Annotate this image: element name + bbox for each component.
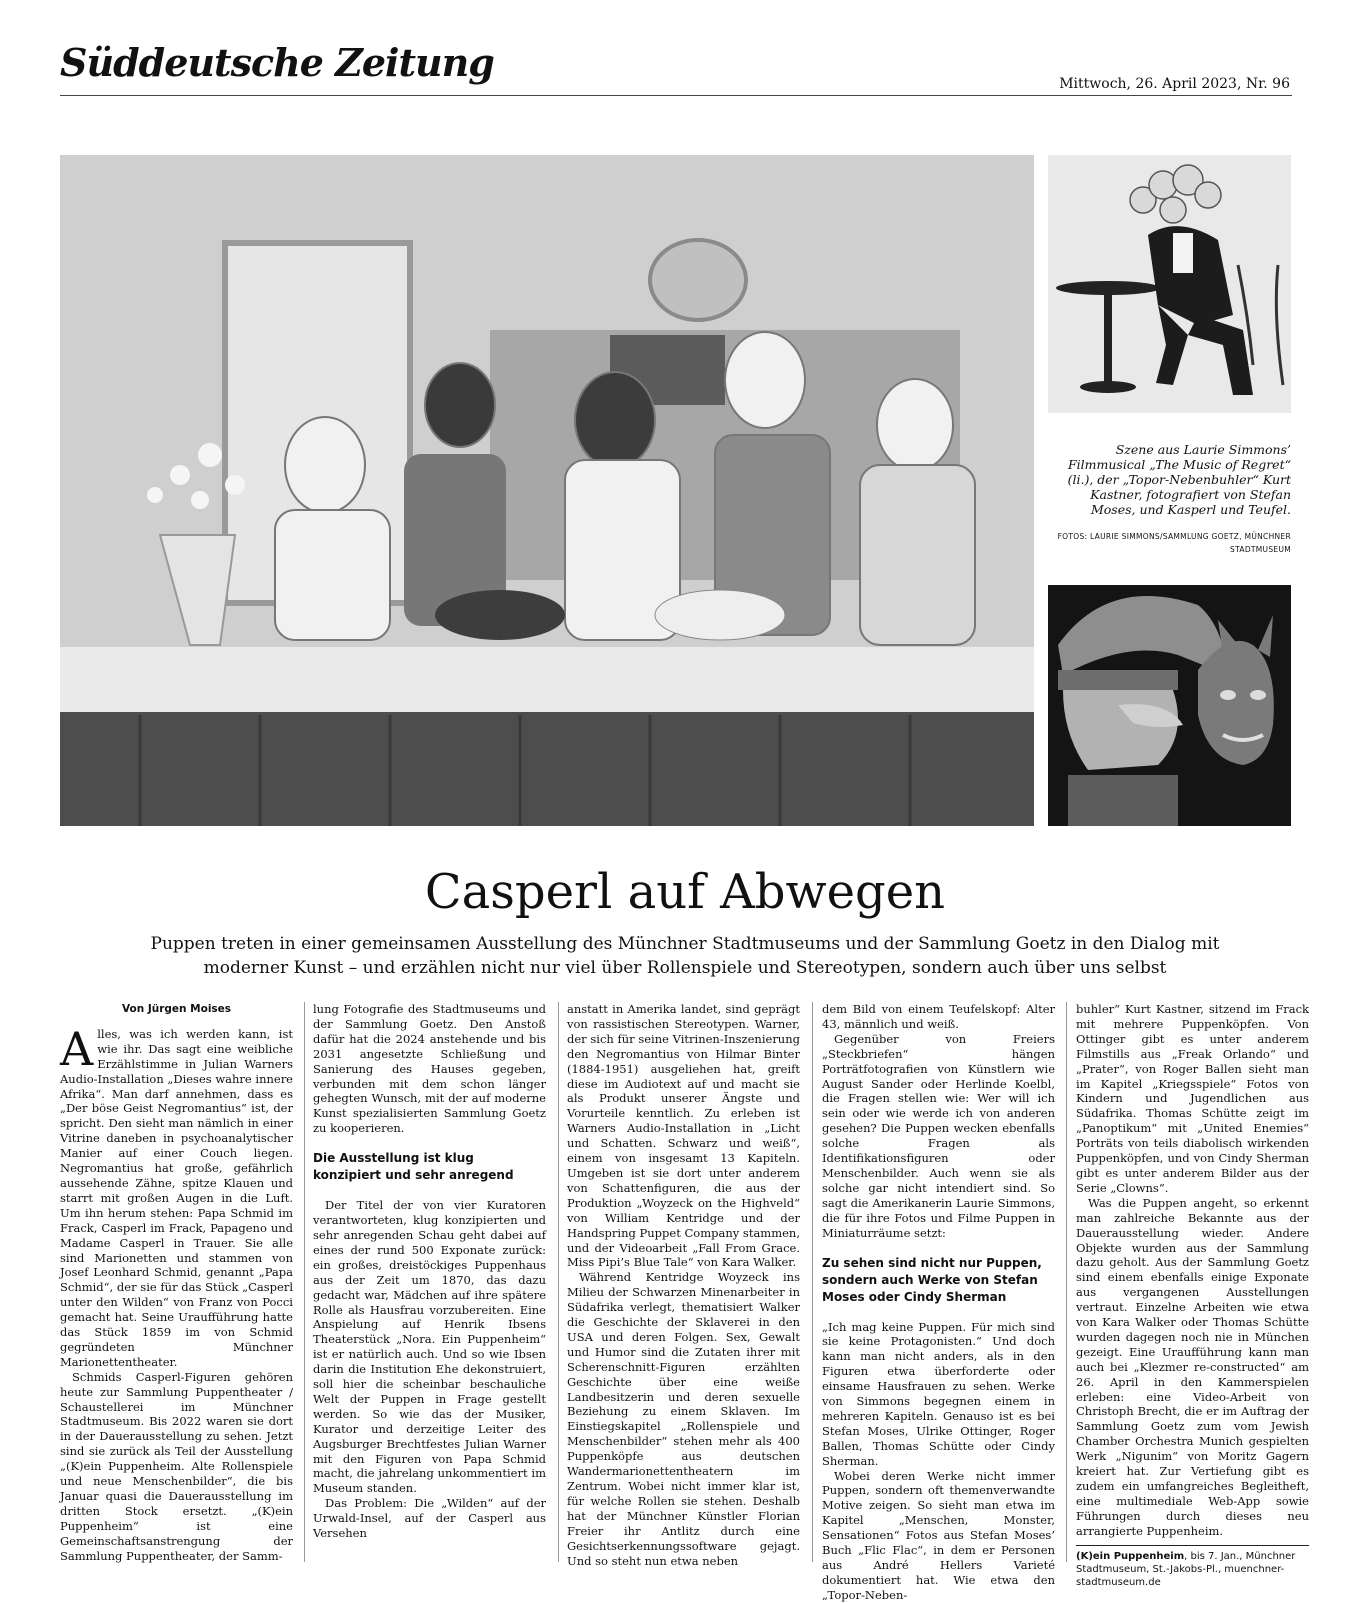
exhibition-info-box [1076, 1545, 1309, 1589]
header-rule [60, 95, 1292, 96]
article-column-3 [567, 1002, 800, 1568]
article-paragraph: Was die Puppen angeht, so erkennt man zahlreiche Bekannte aus der Dauerausstellung wieder. Andere Objekte wurden aus der Sammlung dazu geholt. Aus der Sammlung Goetz sind einem ebenfalls einige Exponate aus vergangenen Ausstellungen vertraut. Einzelne Arbeiten wie etwa von Kara Walker oder Thomas Schütte wurden dagegen noch nie in München gezeigt. Eine Uraufführung kann man auch bei „Klezmer re-constructed“ am 26. April in den Kammerspielen erleben: eine Video-Arbeit von Christoph Brecht, die er im Auftrag der Sammlung Goetz zum vom Jewish Chamber Orchestra Munich gespielten Werk „Nigunim“ von Moritz Gagern kreiert hat. Zur Vertiefung gibt es zudem ein umfangreiches Begleitheft, eine multimediale Web-App sowie Führungen durch dieses neu arrangierte Puppenheim. [1076, 1195, 1309, 1538]
article-column-5 [1076, 1002, 1309, 1589]
article-paragraph: Gegenüber von Freiers „Steckbriefen“ hängen Porträtfotografien von Künstlern wie August Sander oder Herlinde Koelbl, die Fragen stellen wie: Wer will ich sein oder wie werde ich von anderen gesehen? Die Puppen wecken ebenfalls solche Fragen als Identifikationsfiguren oder Menschenbilder. Auch wenn sie als solche gar nicht intendiert sind. So sagt die Amerikanerin Laurie Simmons, die für ihre Fotos und Filme Puppen in Miniaturräume setzt: [822, 1031, 1055, 1240]
column-separator [304, 1002, 305, 1562]
photo-kurt-kastner-illustration [1048, 155, 1291, 413]
photo-kurt-kastner [1048, 155, 1291, 413]
article-column-4 [822, 1002, 1055, 1603]
article-paragraph: anstatt in Amerika landet, sind geprägt von rassistischen Stereotypen. Warner, der sich für seine Vitrinen-Inszenierung den Negromantius von Hilmar Binter (1884-1951) ausgeliehen hat, greift diese im Audiotext auf und macht sie als Produkt unserer Ängste und Vorurteile kenntlich. Zu erleben ist Warners Audio-Installation in „Licht und Schatten. Schwarz und weiß“, einem von insgesamt 13 Kapiteln. Umgeben ist sie dort unter anderem von Schattenfiguren, die aus der Produktion „Woyzeck on the Highveld“ von William Kentridge und der Handspring Puppet Company stammen, und der Videoarbeit „Fall From Grace. Miss Pipi’s Blue Tale“ von Kara Walker. [567, 1002, 800, 1270]
drop-cap: A [60, 1021, 94, 1076]
article-paragraph: Der Titel der von vier Kuratoren verantworteten, klug konzipierten und sehr anregenden Schau geht dabei auf eines der rund 500 Exponate zurück: ein großes, dreistöckiges Puppenhaus aus der Zeit um 1870, das dazu gedacht war, Mädchen auf ihre spätere Rolle als Hausfrau vorzubereiten. Eine Anspielung auf Henrik Ibsens Theaterstück „Nora. Ein Puppenheim“ ist er natürlich auch. Und so wie Ibsen darin die Institution Ehe dekonstruiert, soll hier die scheinbar beschauliche Welt der Puppen in Frage gestellt werden. So wie das der Musiker, Kurator und derzeitige Leiter des Augsburger Brechtfestes Julian Warner mit den Figuren von Papa Schmid macht, die jahrelang unkommentiert im Museum standen. [313, 1198, 546, 1496]
article-paragraph: lung Fotografie des Stadtmuseums und der Sammlung Goetz. Den Anstoß dafür hat die 2024 anstehende und bis 2031 angesetzte Schließung und Sanierung des Hauses gegeben, verbunden mit dem schon länger gehegten Wunsch, mit der auf moderne Kunst spezialisierten Sammlung Goetz zu kooperieren. [313, 1002, 546, 1136]
headline: Casperl auf Abwegen [424, 864, 946, 920]
byline: Von Jürgen Moises [121, 1003, 232, 1015]
photo-kasperl-and-devil [1048, 585, 1291, 826]
column-separator [558, 1002, 559, 1562]
article-column-2 [313, 1002, 546, 1541]
article-paragraph: „Ich mag keine Puppen. Für mich sind sie keine Protagonisten.“ Und doch kann man nicht anders, als in den Figuren etwa überforderte oder einsame Hausfrauen zu sehen. Werke von Simmons begegnen einem in mehreren Kapiteln. Genauso ist es bei Stefan Moses, Ulrike Ottinger, Roger Ballen, Thomas Schütte oder Cindy Sherman. [822, 1319, 1055, 1468]
teaser: Puppen treten in einer gemeinsamen Ausstellung des Münchner Stadtmuseums und der Sammlung Goetz in den Dialog mit moderner Kunst – und erzählen nicht nur viel über Rollenspiele und Stereotypen, sondern auch über uns selbst [150, 934, 1220, 978]
dateline: Mittwoch, 26. April 2023, Nr. 96 [1059, 76, 1290, 92]
main-photo-figurines [60, 155, 1034, 826]
article-paragraph: Während Kentridge Woyzeck ins Milieu der Schwarzen Minenarbeiter in Südafrika verlegt, thematisiert Walker die Geschichte der Sklaverei in den USA und deren Folgen. Sex, Gewalt und Humor sind die Zutaten ihrer mit Scherenschnitt-Figuren erzählten Geschichte über eine weiße Landbesitzerin und deren sexuelle Beziehung zu einem Sklaven. Im Einstiegskapitel „Rollenspiele und Menschenbilder“ stehen mehr als 400 Puppenköpfe aus deutschen Wandermarionettentheatern im Zentrum. Wobei nicht immer klar ist, für welche Rollen sie stehen. Deshalb hat der Münchner Künstler Florian Freier ihr Antlitz durch eine Gesichtserkennungssoftware gejagt. Und so steht nun etwa neben [567, 1270, 800, 1568]
article-paragraph: Wobei deren Werke nicht immer Puppen, sondern oft themenverwandte Motive zeigen. So sieht man etwa im Kapitel „Menschen, Monster, Sensationen“ Fotos aus Stefan Moses’ Buch „Flic Flac“, in dem er Personen aus André Hellers Varieté dokumentiert hat. Wie etwa den „Topor-Neben- [822, 1468, 1055, 1602]
subheading: Zu sehen sind nicht nur Puppen, sondern auch Werke von Stefan Moses oder Cindy Sherman [822, 1255, 1042, 1304]
photo-kasperl-and-devil-illustration [1048, 585, 1291, 826]
article-paragraph: Schmids Casperl-Figuren gehören heute zur Sammlung Puppentheater / Schaustellerei im Münchner Stadtmuseum. Bis 2022 waren sie dort in der Dauerausstellung zu sehen. Jetzt sind sie zurück als Teil der Ausstellung „(K)ein Puppenheim. Alte Rollenspiele und neue Menschenbilder“, die bis Januar quasi die Dauerausstellung im dritten Stock ersetzt. „(K)ein Puppenheim“ ist eine Gemeinschaftsanstrengung der Sammlung Puppentheater, der Samm- [60, 1369, 293, 1563]
column-separator [812, 1002, 813, 1562]
column-separator [1066, 1002, 1067, 1562]
subheading: Die Ausstellung ist klug konzipiert und sehr anregend [313, 1151, 514, 1183]
article-paragraph: buhler“ Kurt Kastner, sitzend im Frack mit mehrere Puppenköpfen. Von Ottinger gibt es unter anderem Filmstills aus „Freak Orlando“ und „Prater“, von Roger Ballen sieht man im Kapitel „Kriegsspiele“ Fotos von Kindern und Jugendlichen aus Südafrika. Thomas Schütte zeigt im „Panoptikum“ mit „United Enemies“ Porträts von teils diabolisch wirkenden Puppenköpfen, und von Cindy Sherman gibt es unter anderem Bilder aus der Serie „Clowns“. [1076, 1002, 1309, 1195]
article-paragraph: Alles, was ich werden kann, ist wie ihr. Das sagt eine weibliche Erzählstimme in Julian Warners Audio-Installation „Dieses wahre innere Afrika“. Man darf annehmen, dass es „Der böse Geist Negromantius“ ist, der spricht. Den sieht man nämlich in einer Vitrine daneben in psychoanalytischer Manier auf einer Couch liegen. Negromantius hat große, gefährlich aussehende Zähne, spitze Klauen und starrt mit großen Augen in die Luft. Um ihn herum stehen: Papa Schmid im Frack, Casperl im Frack, Papageno und Madame Casperl in Trauer. Sie alle sind Marionetten und stammen von Josef Leonhard Schmid, genannt „Papa Schmid“, der sie für das Stück „Casperl unter den Wilden“ von Franz von Pocci gemacht hat. Seine Uraufführung hatte das Stück 1859 im von Schmid gegründeten Münchner Marionettentheater. [60, 1021, 293, 1369]
main-photo-illustration [60, 155, 1034, 826]
article-paragraph: dem Bild von einem Teufelskopf: Alter 43, männlich und weiß. [822, 1002, 1055, 1031]
exhibition-title: (K)ein Puppenheim [1076, 1550, 1185, 1562]
article-column-1 [60, 1002, 293, 1564]
photo-credit: FOTOS: LAURIE SIMMONS/SAMMLUNG GOETZ, MÜNCHNER STADTMUSEUM [1057, 532, 1291, 554]
masthead: Süddeutsche Zeitung [60, 40, 494, 85]
exhibition-details: , bis 7. Jan., Münchner Stadtmuseum, St.-Jakobs-Pl., muenchner-stadtmuseum.de [1076, 1550, 1296, 1588]
photo-caption: Szene aus Laurie Simmons’ Filmmusical „The Music of Regret“ (li.), der „Topor-Nebenbuhler“ Kurt Kastner, fotografiert von Stefan Moses, und Kasperl und Teufel. [1067, 442, 1291, 517]
article-paragraph: Das Problem: Die „Wilden“ auf der Urwald-Insel, auf der Casperl aus Versehen [313, 1496, 546, 1541]
